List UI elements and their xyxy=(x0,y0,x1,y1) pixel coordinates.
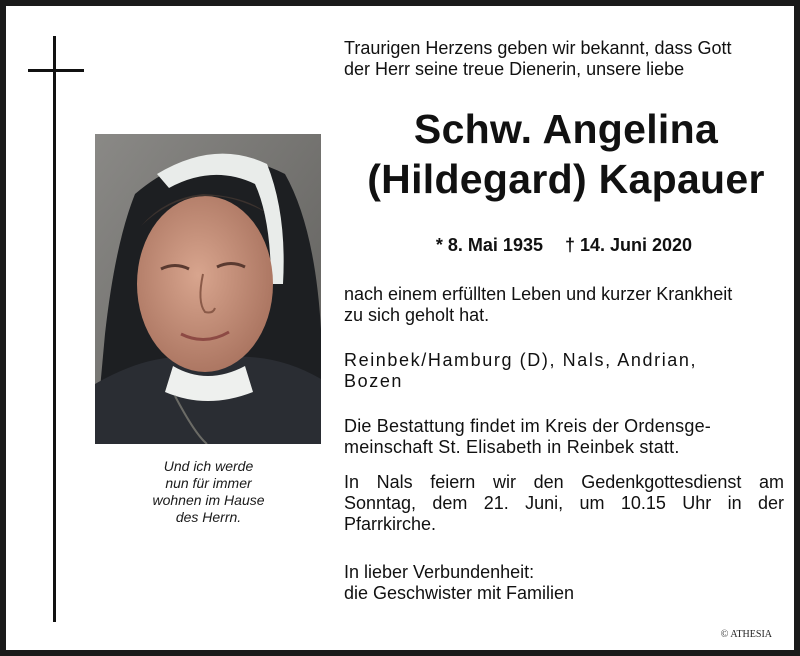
deceased-name xyxy=(336,104,796,204)
cross-vertical-bar xyxy=(53,36,56,622)
life-dates xyxy=(344,235,784,256)
copyright-note: © ATHESIA xyxy=(720,629,772,640)
intro-line: der Herr seine treue Dienerin, unsere liebe xyxy=(344,59,685,79)
closing-line: die Geschwister mit Familien xyxy=(344,583,575,603)
places-line: Bozen xyxy=(344,371,404,391)
intro-text xyxy=(344,38,784,80)
birth-date: * 8. Mai 1935 xyxy=(435,235,543,255)
portrait-photo xyxy=(95,134,321,444)
cross-horizontal-bar xyxy=(28,69,84,72)
life-text xyxy=(344,284,784,326)
death-date: † 14. Juni 2020 xyxy=(564,235,693,255)
quote-line: nun für immer xyxy=(165,475,252,491)
burial-line: Die Bestattung findet im Kreis der Ordensge- xyxy=(344,416,711,436)
closing-text xyxy=(344,562,784,604)
quote-line: wohnen im Hause xyxy=(152,492,265,508)
burial-line: meinschaft St. Elisabeth in Reinbek statt. xyxy=(344,437,680,457)
life-line: nach einem erfüllten Leben und kurzer Krankheit xyxy=(344,284,733,304)
burial-text xyxy=(344,416,784,458)
intro-line: Traurigen Herzens geben wir bekannt, dass Gott xyxy=(344,38,732,58)
portrait-illustration xyxy=(95,134,321,444)
memorial-mass-text xyxy=(344,472,784,535)
life-line: zu sich geholt hat. xyxy=(344,305,490,325)
quote-line: des Herrn. xyxy=(175,509,242,525)
places-text xyxy=(344,350,784,392)
places-line: Reinbek/Hamburg (D), Nals, Andrian, xyxy=(344,350,698,370)
mass-line: Sonntag, dem 21. Juni, um 10.15 Uhr in der xyxy=(344,493,784,513)
quote-line: Und ich werde xyxy=(163,458,254,474)
mass-line: Pfarrkirche. xyxy=(344,514,437,534)
name-line-religious: Schw. Angelina xyxy=(413,106,719,152)
name-line-civil: (Hildegard) Kapauer xyxy=(367,156,765,202)
bible-quote xyxy=(126,458,291,526)
mass-line: In Nals feiern wir den Gedenkgottesdienst am xyxy=(344,472,784,492)
closing-line: In lieber Verbundenheit: xyxy=(344,562,535,582)
